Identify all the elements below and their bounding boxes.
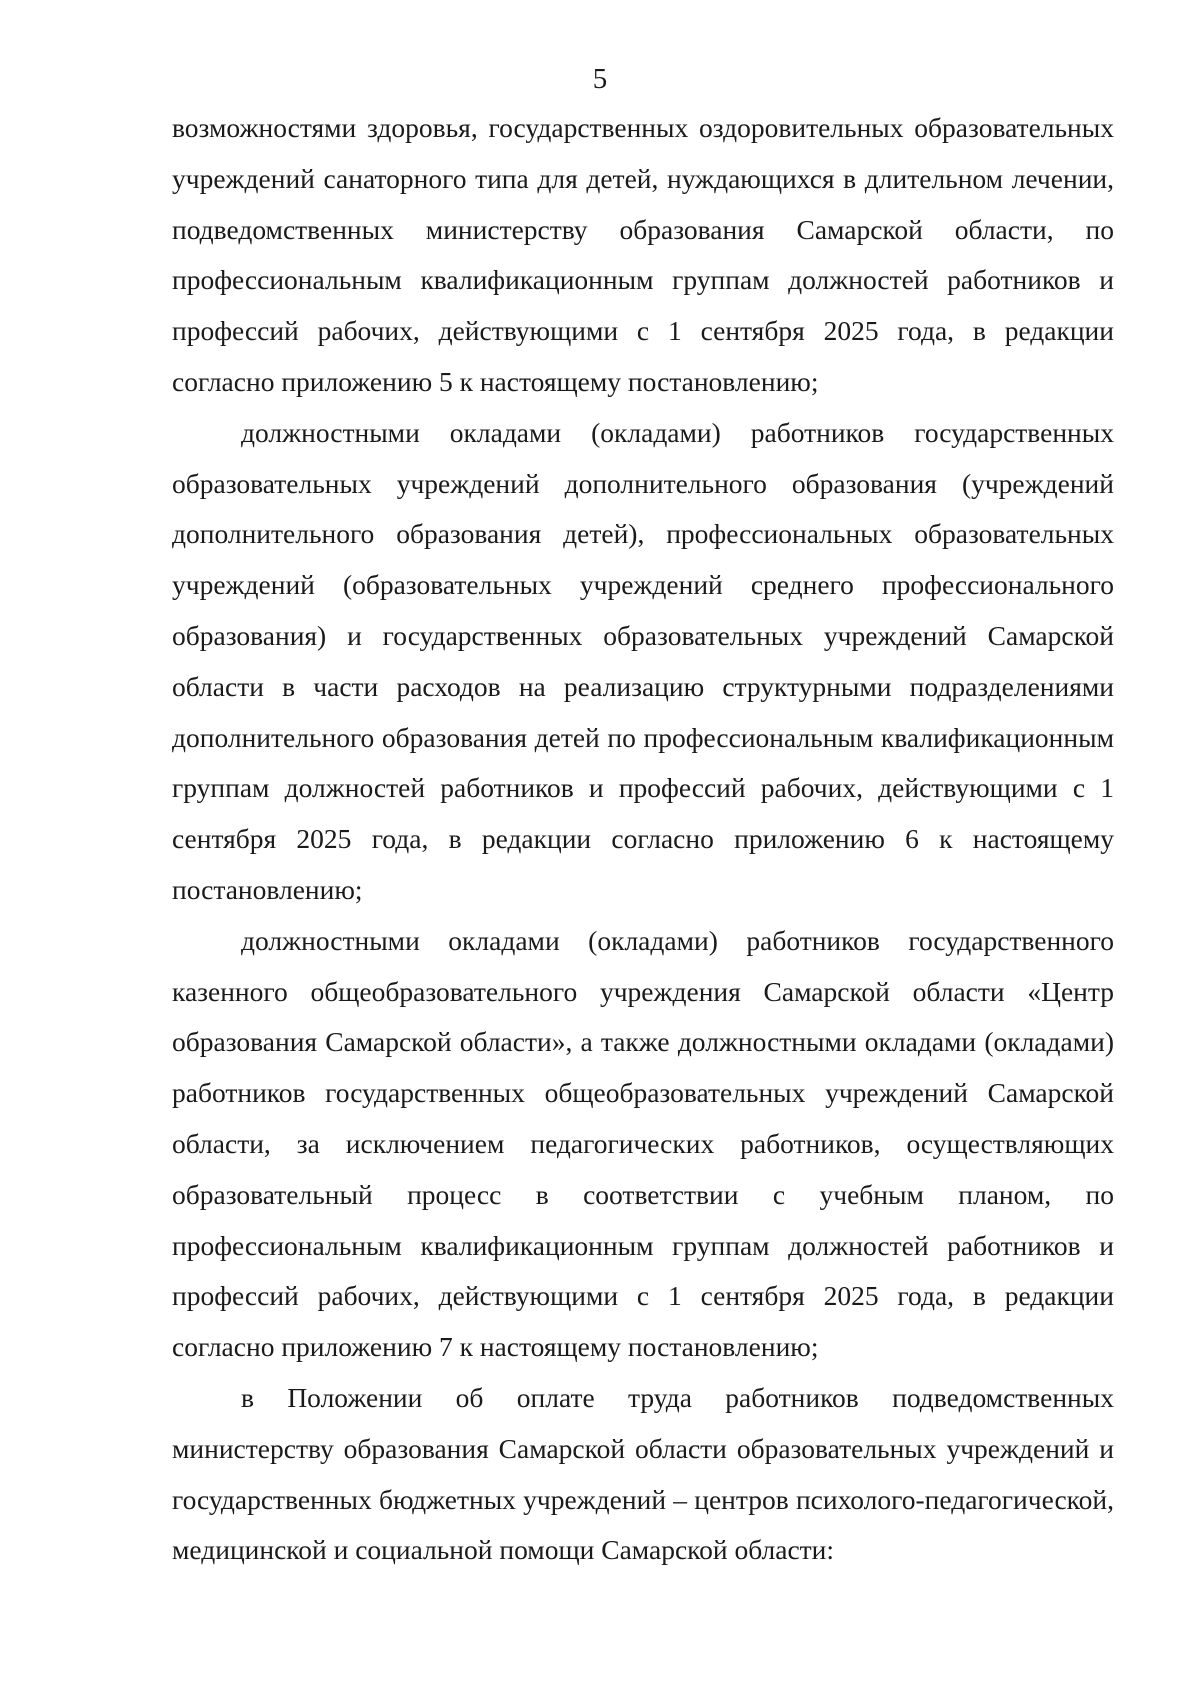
paragraph-general-education-salaries: должностными окладами (окладами) работников государственного казенного общеобразовательного учреждения Самарской области «Центр образования Самарской области», а также должностными окладами (окладами) работников государственных общеобразовательных учреждений Самарской области, за исключением педагогических работников, осуществляющих образовательный процесс в соответствии с учебным планом, по профессиональным квалификационным группам должностей работников и профессий рабочих, действующими с 1 сентября 2025 года, в редакции согласно приложению 7 к настоящему постановлению; (172, 924, 1114, 1363)
document-body (172, 103, 1114, 1576)
paragraph-pay-regulation: в Положении об оплате труда работников подведомственных министерству образования Самарской области образовательных учреждений и государственных бюджетных учреждений – центров психолого-педагогической, медицинской и социальной помощи Самарской области: (172, 1381, 1114, 1566)
paragraph-additional-education-salaries: должностными окладами (окладами) работников государственных образовательных учреждений дополнительного образования (учреждений дополнительного образования детей), профессиональных образовательных учреждений (образовательных учреждений среднего профессионального образования) и государственных образовательных учреждений Самарской области в части расходов на реализацию структурными подразделениями дополнительного образования детей по профессиональным квалификационным группам должностей работников и профессий рабочих, действующими с 1 сентября 2025 года, в редакции согласно приложению 6 к настоящему постановлению; (172, 416, 1114, 905)
paragraph-continuation: возможностями здоровья, государственных оздоровительных образовательных учреждений санаторного типа для детей, нуждающихся в длительном лечении, подведомственных министерству образования Самарской области, по профессиональным квалификационным группам должностей работников и профессий рабочих, действующими с 1 сентября 2025 года, в редакции согласно приложению 5 к настоящему постановлению; (172, 112, 1114, 397)
page-number: 5 (592, 63, 608, 95)
